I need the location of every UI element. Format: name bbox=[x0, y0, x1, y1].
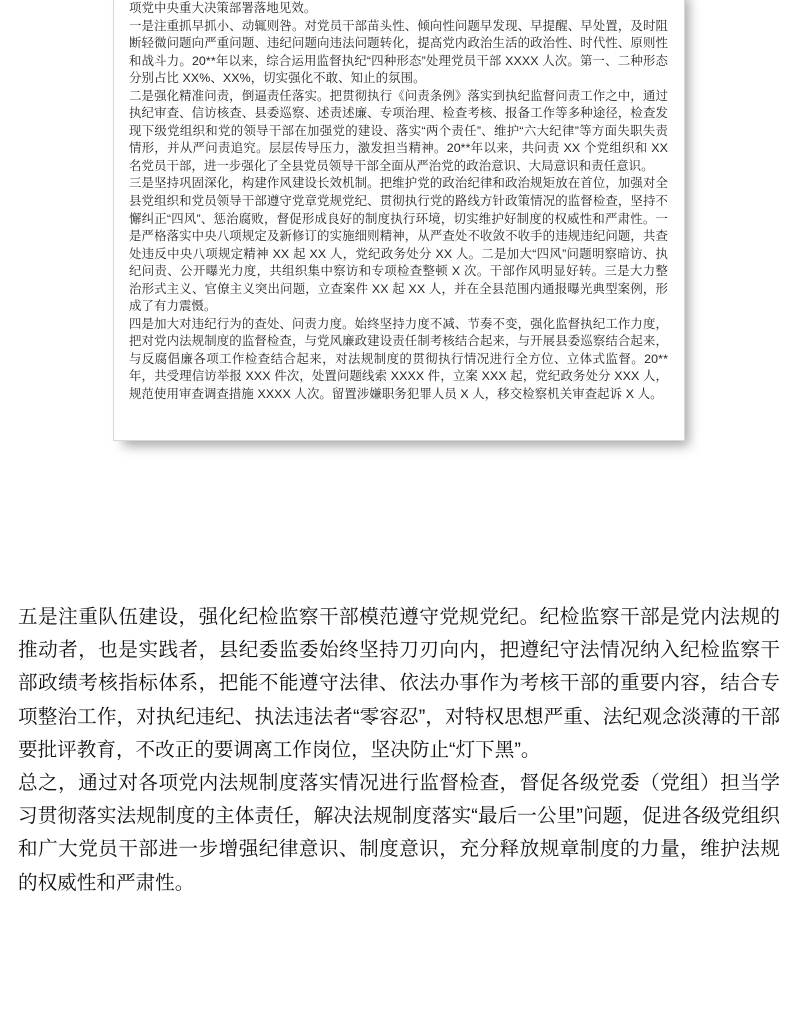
page-body-text bbox=[18, 601, 780, 900]
body-paragraph: 总之，通过对各项党内法规制度落实情况进行监督检查，督促各级党委（党组）担当学习贯彻落实法规制度的主体责任，解决法规制度落实“最后一公里”问题，促进各级党组织和广大党员干部进一步增强纪律意识、制度意识，充分释放规章制度的力量，维护法规的权威性和严肃性。 bbox=[18, 772, 780, 894]
preview-paragraph: 四是加大对违纪行为的查处、问责力度。始终坚持力度不减、节奏不变，强化监督执纪工作力度，把对党内法规制度的监督检查，与党风廉政建设责任制考核结合起来，与开展县委巡察结合起来，与反腐倡廉各项工作检查结合起来，对法规制度的贯彻执行情况进行全方位、立体式监督。20**年，共受理信访举报 XXX 件次，处置问题线索 XXXX 件，立案 XXX 起，党纪政务处分 XXX 人，规范使用审查调查措施 XXXX 人次。留置涉嫌职务犯罪人员 X 人，移交检察机关审查起诉 X 人。 bbox=[129, 316, 668, 402]
body-paragraph: 五是注重队伍建设，强化纪检监察干部模范遵守党规党纪。纪检监察干部是党内法规的推动者，也是实践者，县纪委监委始终坚持刀刃向内，把遵纪守法情况纳入纪检监察干部政绩考核指标体系，把能不能遵守法律、依法办事作为考核干部的重要内容，结合专项整治工作，对执纪违纪、执法违法者“零容忍”，对特权思想严重、法纪观念淡薄的干部要批评教育，不改正的要调离工作岗位，坚决防止“灯下黑”。 bbox=[18, 606, 780, 761]
preview-paragraph: 一是注重抓早抓小、动辄则咎。对党员干部苗头性、倾向性问题早发现、早提醒、早处置，及时阻断轻微问题向严重问题、违纪问题向违法问题转化，提高党内政治生活的政治性、时代性、原则性和战斗力。20**年以来，综合运用监督执纪“四种形态”处理党员干部 XXXX 人次。第一、二种形态分别占比 XX%、XX%，切实强化不敢、知止的氛围。 bbox=[129, 18, 668, 86]
document-preview-content bbox=[114, 0, 684, 414]
document-preview-card bbox=[113, 0, 685, 441]
preview-paragraph: 二是强化精准问责，倒逼责任落实。把贯彻执行《问责条例》落实到执纪监督问责工作之中，通过执纪审查、信访核查、县委巡察、述责述廉、专项治理、检查考核、报备工作等多种途径，检查发现下级党组织和党的领导干部在加强党的建设、落实“两个责任”、维护“六大纪律”等方面失职失责情形，并从严问责追究。层层传导压力，激发担当精神。20**年以来，共问责 XX 个党组织和 XX 名党员干部，进一步强化了全县党员领导干部全面从严治党的政治意识、大局意识和责任意识。 bbox=[129, 88, 668, 173]
preview-paragraph: 三是坚持巩固深化，构建作风建设长效机制。把维护党的政治纪律和政治规矩放在首位，加强对全县党组织和党员领导干部遵守党章党规党纪、贯彻执行党的路线方针政策情况的监督检查，坚持不懈纠正“四风”、惩治腐败，督促形成良好的制度执行环境，切实维护好制度的权威性和严肃性。一是严格落实中央八项规定及新修订的实施细则精神，从严查处不收敛不收手的违规违纪问题，共查处违反中央八项规定精神 XX 起 XX 人，党纪政务处分 XX 人。二是加大“四风”问题明察暗访、执纪问责、公开曝光力度，共组织集中察访和专项检查整顿 X 次。干部作风明显好转。三是大力整治形式主义、官僚主义突出问题，立查案件 XX 起 XX 人，并在全县范围内通报曝光典型案例，形成了有力震慑。 bbox=[129, 176, 668, 314]
preview-paragraph: 项党中央重大决策部署落地见效。 bbox=[129, 1, 317, 15]
